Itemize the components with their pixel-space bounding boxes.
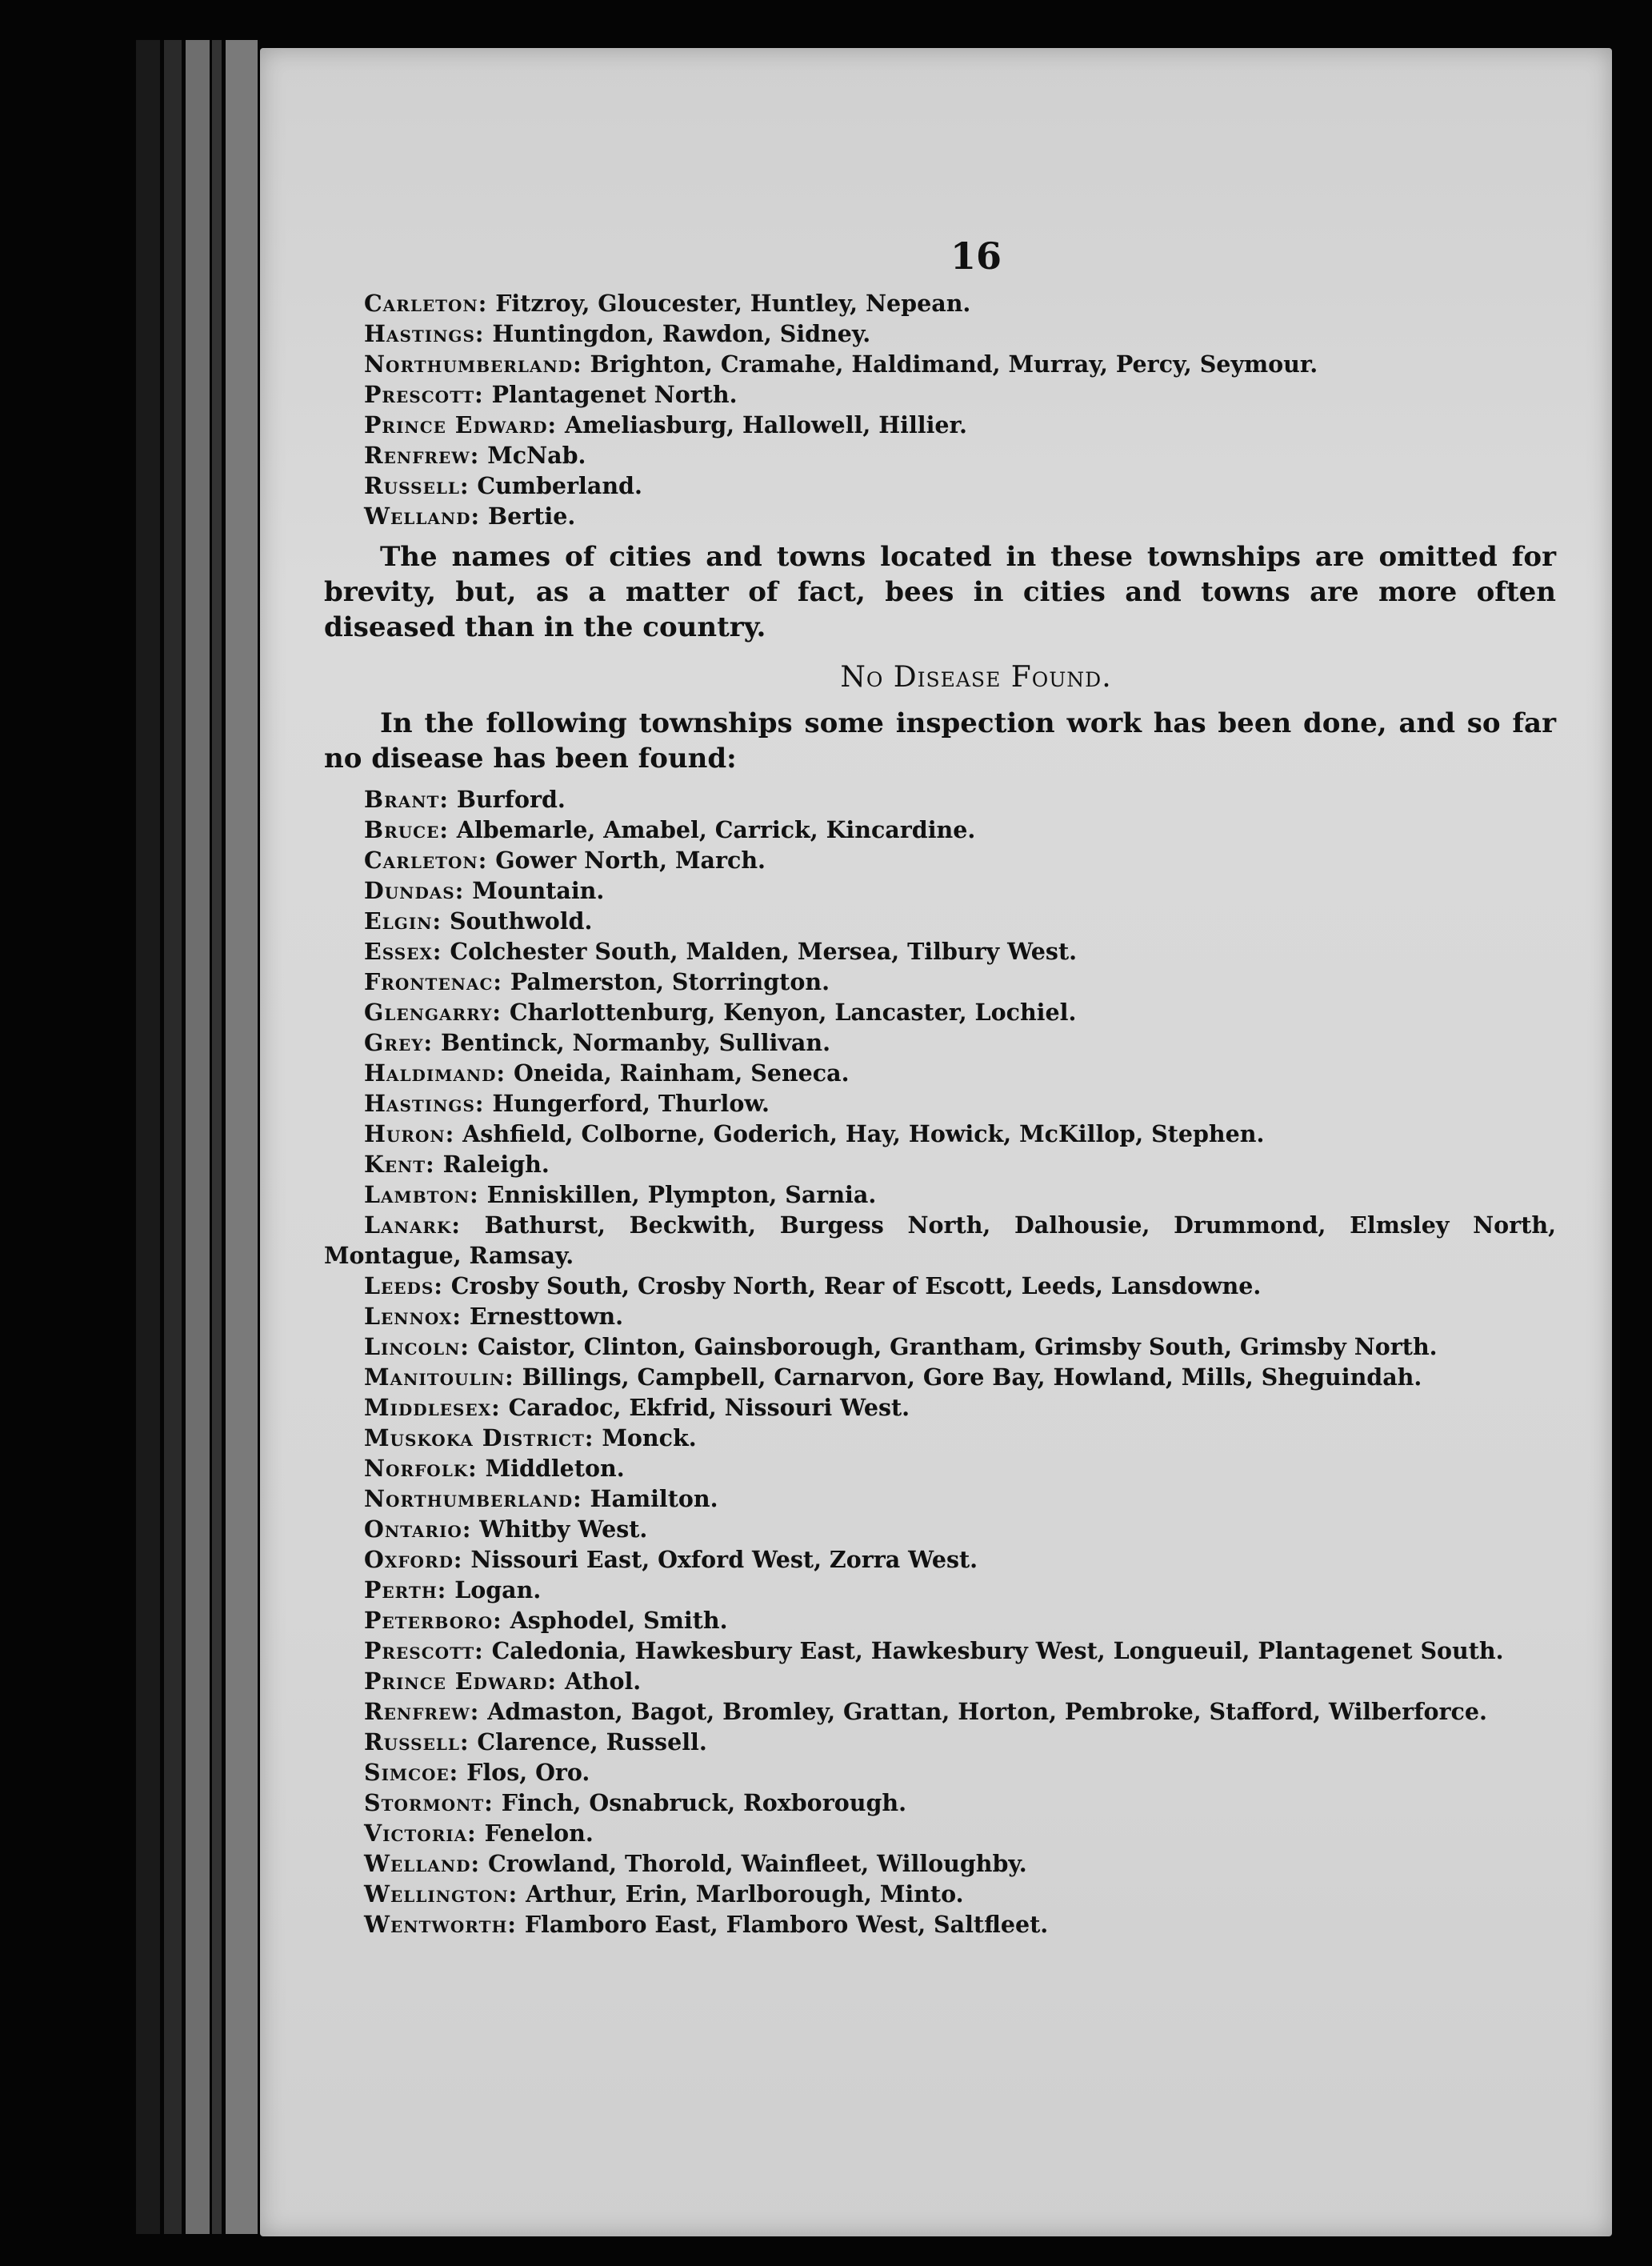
township-names: Southwold. — [449, 907, 593, 935]
township-names: Palmerston, Storrington. — [510, 968, 830, 995]
county-entry — [292, 410, 1556, 440]
county-name: Haldimand: — [364, 1059, 506, 1087]
county-entry — [292, 501, 1556, 531]
county-entry — [292, 1788, 1556, 1818]
township-names: Bathurst, Beckwith, Burgess North, Dalhousie, Drummond, Elmsley North, Montague, Ramsay. — [324, 1211, 1556, 1269]
township-names: Crosby South, Crosby North, Rear of Escott, Leeds, Lansdowne. — [450, 1272, 1262, 1299]
book-edge — [226, 40, 258, 2234]
county-name: Welland: — [364, 502, 481, 530]
county-entry — [292, 1909, 1556, 1940]
book-edge — [212, 40, 222, 2234]
county-entry — [292, 936, 1556, 967]
township-names: Bertie. — [487, 502, 576, 530]
county-name: Essex: — [364, 938, 442, 965]
township-names: Albemarle, Amabel, Carrick, Kincardine. — [456, 816, 976, 843]
page-number: 16 — [950, 234, 1002, 278]
county-entry — [292, 1362, 1556, 1392]
county-name: Renfrew: — [364, 1698, 480, 1725]
county-entry — [292, 1666, 1556, 1696]
county-entry — [292, 1879, 1556, 1909]
county-name: Lanark: — [364, 1211, 461, 1239]
township-names: Mountain. — [472, 877, 605, 904]
book-edge — [186, 40, 210, 2234]
county-entry — [292, 1727, 1556, 1757]
county-name: Lennox: — [364, 1303, 462, 1330]
township-names: Fenelon. — [484, 1820, 594, 1847]
county-name: Russell: — [364, 1728, 470, 1756]
township-names: Arthur, Erin, Marlborough, Minto. — [526, 1880, 964, 1908]
county-name: Simcoe: — [364, 1759, 459, 1786]
township-names: Finch, Osnabruck, Roxborough. — [501, 1789, 907, 1816]
township-names: Admaston, Bagot, Bromley, Grattan, Horton, Pembroke, Stafford, Wilberforce. — [487, 1698, 1487, 1725]
township-names: Middleton. — [485, 1455, 625, 1482]
county-entry — [292, 1423, 1556, 1453]
county-name: Hastings: — [364, 1090, 485, 1117]
township-names: Enniskillen, Plympton, Sarnia. — [486, 1181, 877, 1208]
township-names: Raleigh. — [442, 1151, 550, 1178]
county-name: Carleton: — [364, 290, 488, 317]
county-entry — [292, 379, 1556, 410]
county-name: Lambton: — [364, 1181, 479, 1208]
county-entry — [292, 784, 1556, 815]
county-entry — [292, 1544, 1556, 1575]
township-names: Crowland, Thorold, Wainfleet, Willoughby. — [487, 1850, 1027, 1877]
county-name: Northumberland: — [364, 350, 582, 378]
county-name: Victoria: — [364, 1820, 477, 1847]
county-name: Prince Edward: — [364, 1667, 558, 1695]
township-names: Ameliasburg, Hallowell, Hillier. — [564, 411, 967, 438]
county-name: Prescott: — [364, 381, 484, 408]
township-names: Huntingdon, Rawdon, Sidney. — [492, 320, 871, 347]
county-name: Lincoln: — [364, 1333, 470, 1360]
township-names: Monck. — [602, 1424, 697, 1451]
county-name: Leeds: — [364, 1272, 443, 1299]
county-name: Ontario: — [364, 1515, 472, 1543]
county-entry — [292, 1392, 1556, 1423]
township-names: Fitzroy, Gloucester, Huntley, Nepean. — [495, 290, 971, 317]
omission-note-paragraph: The names of cities and towns located in these townships are omitted for brevity, but, as a matter of fact, bees in cities and towns are more often diseased than in the country. — [324, 541, 1556, 643]
county-name: Prescott: — [364, 1637, 484, 1664]
township-names: Brighton, Cramahe, Haldimand, Murray, Percy, Seymour. — [590, 350, 1318, 378]
township-names: Plantagenet North. — [491, 381, 738, 408]
township-names: Nissouri East, Oxford West, Zorra West. — [470, 1546, 978, 1573]
county-entry — [292, 1027, 1556, 1058]
county-name: Wentworth: — [364, 1911, 517, 1938]
county-entry — [292, 318, 1556, 349]
township-names: Asphodel, Smith. — [510, 1607, 728, 1634]
county-name: Norfolk: — [364, 1455, 478, 1482]
county-entry — [292, 967, 1556, 997]
county-entry — [292, 875, 1556, 906]
county-name: Renfrew: — [364, 442, 480, 469]
county-name: Stormont: — [364, 1789, 494, 1816]
county-name: Wellington: — [364, 1880, 518, 1908]
county-entry — [292, 1848, 1556, 1879]
diseased-townships-list — [324, 288, 1556, 531]
county-entry — [292, 1453, 1556, 1483]
county-entry — [292, 349, 1556, 379]
county-entry — [292, 845, 1556, 875]
township-names: Caradoc, Ekfrid, Nissouri West. — [508, 1394, 910, 1421]
township-names: Billings, Campbell, Carnarvon, Gore Bay, Howland, Mills, Sheguindah. — [522, 1363, 1422, 1391]
county-entry — [292, 1331, 1556, 1362]
county-entry — [292, 1301, 1556, 1331]
township-names: Hamilton. — [590, 1485, 718, 1512]
page-content — [324, 234, 1556, 1940]
section-heading: No Disease Found. — [840, 661, 1112, 694]
county-name: Prince Edward: — [364, 411, 558, 438]
county-entry — [292, 1575, 1556, 1605]
township-names: Athol. — [564, 1667, 642, 1695]
township-names: Ernesttown. — [469, 1303, 624, 1330]
book-edge — [164, 40, 182, 2234]
county-name: Peterboro: — [364, 1607, 502, 1634]
township-names: Flamboro East, Flamboro West, Saltfleet. — [524, 1911, 1049, 1938]
county-entry — [292, 1605, 1556, 1635]
township-names: Oneida, Rainham, Seneca. — [513, 1059, 850, 1087]
county-name: Oxford: — [364, 1546, 463, 1573]
county-entry — [292, 1271, 1556, 1301]
book-edge — [136, 40, 160, 2234]
county-name: Northumberland: — [364, 1485, 582, 1512]
township-names: Hungerford, Thurlow. — [492, 1090, 770, 1117]
township-names: Whitby West. — [479, 1515, 648, 1543]
county-entry — [292, 288, 1556, 318]
county-entry — [292, 1818, 1556, 1848]
county-name: Kent: — [364, 1151, 435, 1178]
township-names: Flos, Oro. — [466, 1759, 590, 1786]
township-names: Clarence, Russell. — [477, 1728, 707, 1756]
county-name: Middlesex: — [364, 1394, 501, 1421]
county-entry — [292, 906, 1556, 936]
county-entry — [292, 1635, 1556, 1666]
county-entry — [292, 1696, 1556, 1727]
county-entry — [292, 1483, 1556, 1514]
county-name: Perth: — [364, 1576, 447, 1603]
township-names: Caistor, Clinton, Gainsborough, Grantham, Grimsby South, Grimsby North. — [477, 1333, 1438, 1360]
township-names: McNab. — [487, 442, 586, 469]
county-entry — [292, 1119, 1556, 1149]
township-names: Gower North, March. — [495, 847, 766, 874]
township-names: Cumberland. — [477, 472, 642, 499]
township-names: Logan. — [454, 1576, 542, 1603]
township-names: Bentinck, Normanby, Sullivan. — [440, 1029, 831, 1056]
county-entry — [292, 997, 1556, 1027]
county-name: Frontenac: — [364, 968, 502, 995]
county-name: Manitoulin: — [364, 1363, 514, 1391]
county-name: Dundas: — [364, 877, 465, 904]
county-entry — [292, 440, 1556, 470]
intro-paragraph: In the following townships some inspection work has been done, and so far no disease has been found: — [324, 707, 1556, 775]
township-names: Caledonia, Hawkesbury East, Hawkesbury West, Longueuil, Plantagenet South. — [491, 1637, 1504, 1664]
county-name: Bruce: — [364, 816, 449, 843]
township-names: Colchester South, Malden, Mersea, Tilbury West. — [450, 938, 1078, 965]
no-disease-townships-list — [324, 784, 1556, 1940]
county-entry — [292, 1757, 1556, 1788]
county-name: Hastings: — [364, 320, 485, 347]
county-name: Welland: — [364, 1850, 481, 1877]
county-entry — [292, 1210, 1556, 1271]
township-names: Charlottenburg, Kenyon, Lancaster, Lochiel. — [509, 999, 1077, 1026]
county-entry — [292, 470, 1556, 501]
county-name: Brant: — [364, 786, 449, 813]
county-entry — [292, 1058, 1556, 1088]
county-name: Huron: — [364, 1120, 455, 1147]
county-entry — [292, 1179, 1556, 1210]
document-page — [260, 48, 1612, 2236]
county-entry — [292, 815, 1556, 845]
county-name: Glengarry: — [364, 999, 502, 1026]
county-entry — [292, 1149, 1556, 1179]
county-name: Carleton: — [364, 847, 488, 874]
county-entry — [292, 1514, 1556, 1544]
township-names: Burford. — [456, 786, 566, 813]
county-name: Elgin: — [364, 907, 442, 935]
county-name: Muskoka District: — [364, 1424, 594, 1451]
county-name: Grey: — [364, 1029, 434, 1056]
township-names: Ashfield, Colborne, Goderich, Hay, Howick, McKillop, Stephen. — [462, 1120, 1265, 1147]
county-name: Russell: — [364, 472, 470, 499]
county-entry — [292, 1088, 1556, 1119]
